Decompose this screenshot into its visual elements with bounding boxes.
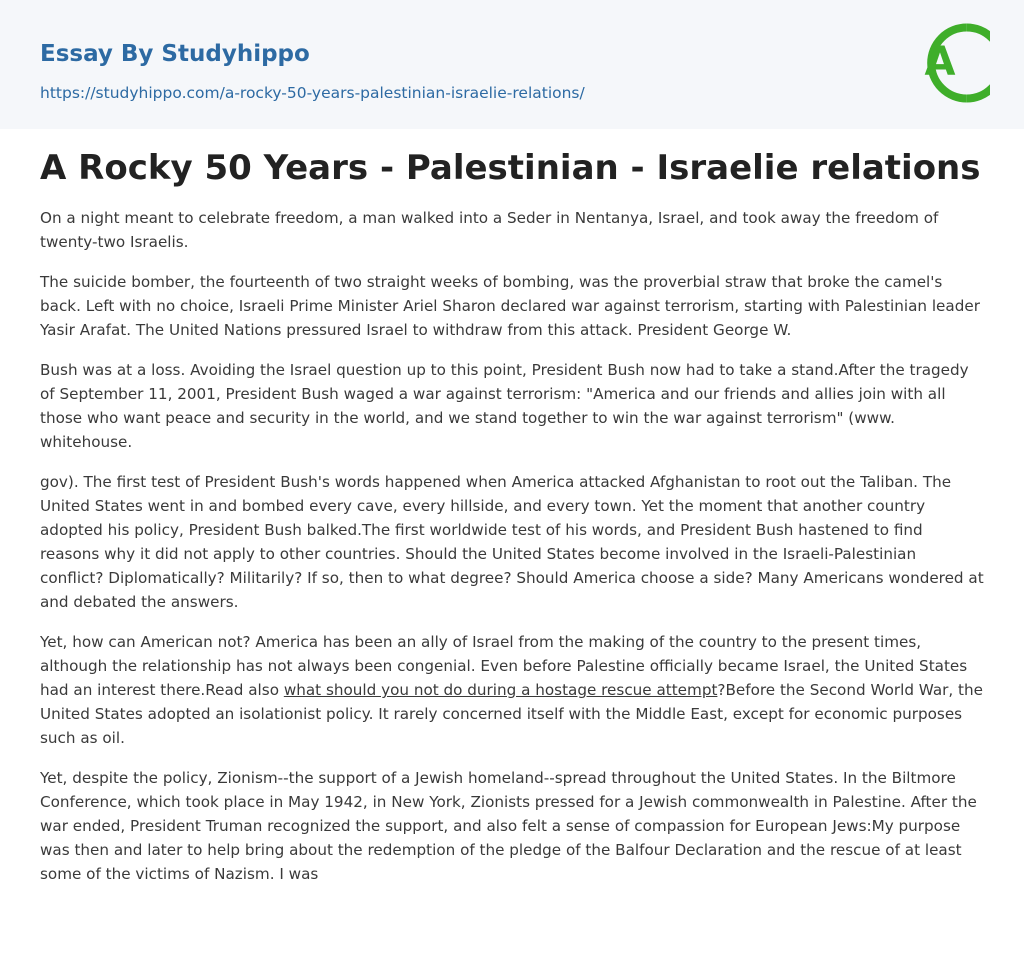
logo-letter: A xyxy=(924,39,956,85)
paragraph-6: Yet, despite the policy, Zionism--the support of a Jewish homeland--spread throughout the United States. In the Biltmore Conference, which took place in May 1942, in New York, Zionists pressed for a Jewish commonwealth in Palestine. After the war ended, President Truman recognized the support, and also felt a sense of compassion for European Jews:My purpose was then and later to help bring about the redemption of the pledge of the Balfour Declaration and the rescue of at least some of the victims of Nazism. I was xyxy=(40,769,977,883)
paragraph-4: gov). The first test of President Bush's words happened when America attacked Afghanistan to root out the Taliban. The United States went in and bombed every cave, every hillside, and every town. Yet the moment that another country adopted his policy, President Bush balked.The first worldwide test of his words, and President Bush hastened to find reasons why it did not apply to other countries. Should the United States become involved in the Israeli-Palestinian conflict? Diplomatically? Militarily? If so, then to what degree? Should America choose a side? Many Americans wondered at and debated the answers. xyxy=(40,473,984,611)
paragraph-5-text-before: Yet, how can American not? America has been an ally of Israel from the making of the country to the present times, although the relationship has not always been congenial. Even before Palestine officially became Israel, the United States had an interest there.Read also xyxy=(40,633,968,699)
paragraph-3: Bush was at a loss. Avoiding the Israel question up to this point, President Bush now had to take a stand.After the tragedy of September 11, 2001, President Bush waged a war against terrorism: "America and our friends and allies join with all those who want peace and security in the world, and we stand together to win the war against terrorism" (www. whitehouse. xyxy=(40,361,969,451)
site-brand[interactable]: Essay By Studyhippo xyxy=(40,41,310,67)
paragraph-5 xyxy=(40,630,984,750)
essay-content xyxy=(40,142,984,902)
essay-url-link[interactable]: https://studyhippo.com/a-rocky-50-years-palestinian-israelie-relations/ xyxy=(40,84,585,102)
paragraph-2: The suicide bomber, the fourteenth of two straight weeks of bombing, was the proverbial straw that broke the camel's back. Left with no choice, Israeli Prime Minister Ariel Sharon declared war against terrorism, starting with Palestinian leader Yasir Arafat. The United Nations pressured Israel to withdraw from this attack. President George W. xyxy=(40,273,980,339)
page-header xyxy=(0,0,1024,129)
studyhippo-logo-icon[interactable] xyxy=(910,18,990,108)
paragraph-5-text-after: ?Before the Second World War, the United States adopted an isolationist policy. It rarely concerned itself with the Middle East, except for economic purposes such as oil. xyxy=(40,681,983,747)
read-also-link[interactable]: what should you not do during a hostage rescue attempt xyxy=(283,681,718,699)
essay-title: A Rocky 50 Years - Palestinian - Israelie relations xyxy=(40,148,981,188)
paragraph-1: On a night meant to celebrate freedom, a man walked into a Seder in Nentanya, Israel, and took away the freedom of twenty-two Israelis. xyxy=(40,209,939,251)
